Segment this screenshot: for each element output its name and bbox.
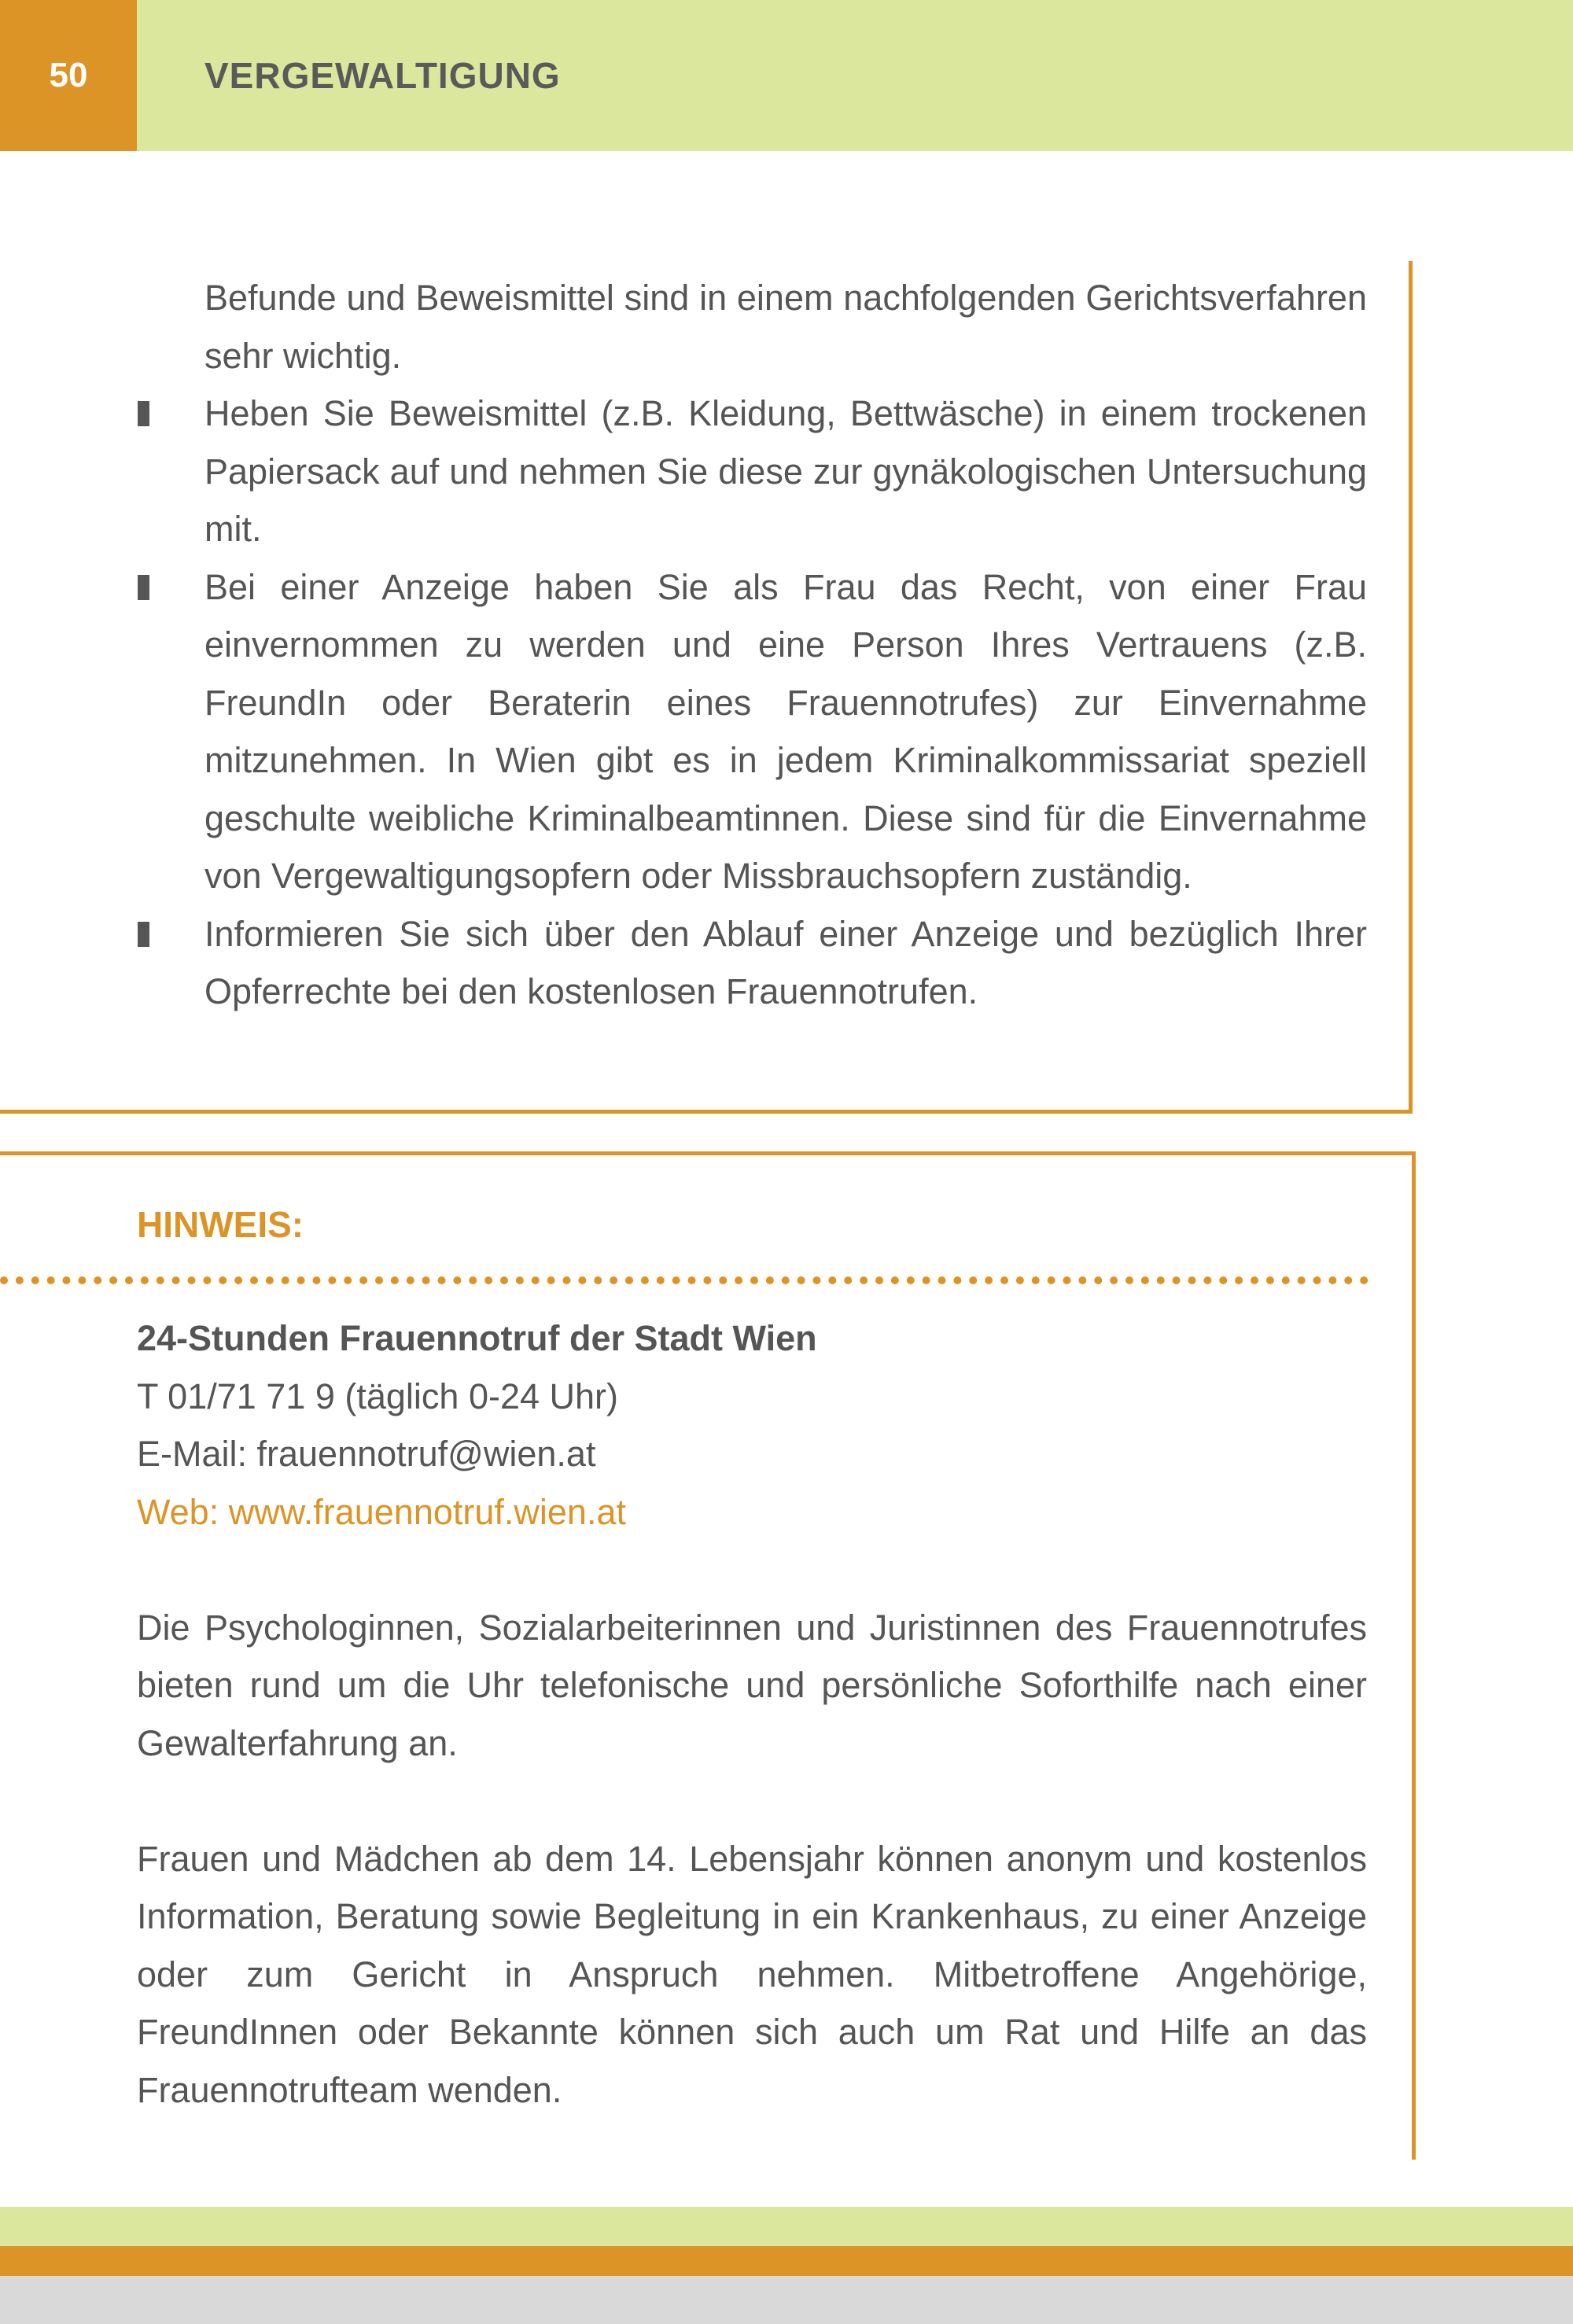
footer-band-green <box>0 2207 1573 2246</box>
hinweis-box <box>0 1151 1416 2160</box>
hinweis-paragraph-2: Frauen und Mädchen ab dem 14. Lebensjahr können anonym und kostenlos Information, Beratung sowie Begleitung in ein Krankenhaus, zu einer Anzeige oder zum Gericht in Anspruch nehmen. Mitbetroffene Angehörige, FreundInnen oder Bekannte können sich auch um Rat und Hilfe an das Frauennotrufteam wenden. <box>137 1838 1367 2110</box>
hinweis-content <box>137 1309 1367 2119</box>
bullet-marker-icon <box>138 575 149 600</box>
hinweis-paragraph-1: Die Psychologinnen, Sozialarbeiterinnen und Juristinnen des Frauennotrufes bieten rund um die Uhr telefonische und persönliche Soforthilfe nach einer Gewalterfahrung an. <box>137 1607 1367 1763</box>
phone-line: T 01/71 71 9 (täglich 0-24 Uhr) <box>137 1376 619 1416</box>
list-item <box>204 905 1367 1021</box>
page-number <box>0 0 137 151</box>
list-item <box>204 558 1367 905</box>
hinweis-title: HINWEIS: <box>137 1204 304 1245</box>
list-item <box>204 385 1367 558</box>
continuation-box <box>0 261 1413 1114</box>
list-item-text: Informieren Sie sich über den Ablauf einer Anzeige und bezüglich Ihrer Opferrechte bei den kostenlosen Frauennotrufen. <box>204 913 1367 1011</box>
intro-paragraph: Befunde und Beweismittel sind in einem nachfolgenden Gerichtsverfahren sehr wichtig. <box>204 278 1367 376</box>
bullet-marker-icon <box>138 401 149 426</box>
bullet-marker-icon <box>138 922 149 947</box>
web-link[interactable]: Web: www.frauennotruf.wien.at <box>137 1491 626 1532</box>
footer-band-orange <box>0 2246 1573 2276</box>
dotted-divider <box>0 1276 1369 1284</box>
list-item-text: Bei einer Anzeige haben Sie als Frau das Recht, von einer Frau einvernommen zu werden und eine Person Ihres Vertrauens (z.B. FreundIn oder Beraterin eines Frauennotrufes) zur Einvernahme mitzunehmen. In Wien gibt es in jedem Kriminalkommissariat speziell geschulte weibliche Kriminalbeamtinnen. Diese sind für die Einvernahme von Vergewaltigungsopfern oder Missbrauchsopfern zuständig. <box>204 566 1367 896</box>
page-number-label: 50 <box>49 56 88 94</box>
list-item-text: Heben Sie Beweismittel (z.B. Kleidung, Bettwäsche) in einem trockenen Papiersack auf und nehmen Sie diese zur gynäkologischen Untersuchung mit. <box>204 393 1367 549</box>
continuation-text <box>204 269 1367 1021</box>
email-line: E-Mail: frauennotruf@wien.at <box>137 1434 596 1474</box>
bullet-list <box>204 385 1367 1021</box>
contact-name: 24-Stunden Frauennotruf der Stadt Wien <box>137 1318 817 1358</box>
footer-band-gray <box>0 2276 1573 2324</box>
chapter-title: VERGEWALTIGUNG <box>204 55 561 96</box>
